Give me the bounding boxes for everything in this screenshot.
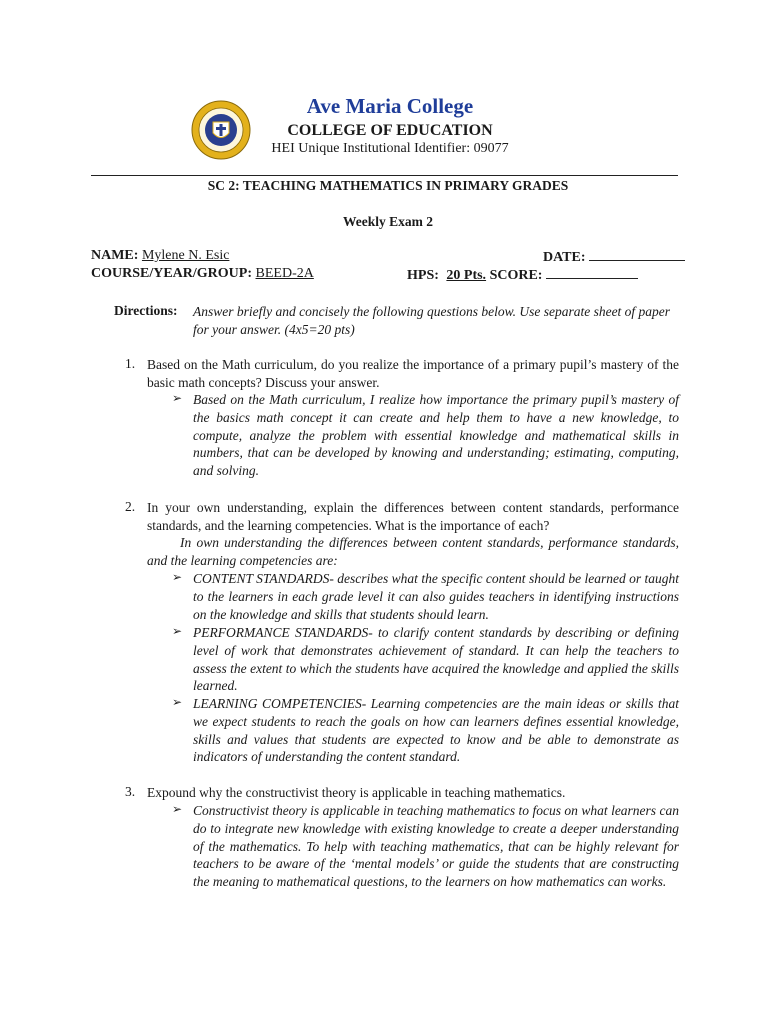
directions-label: Directions: xyxy=(114,303,178,318)
college-name: Ave Maria College xyxy=(306,94,474,118)
date-blank xyxy=(589,248,685,261)
question-2-answer-performance-standards: PERFORMANCE STANDARDS- to clarify content standards by describing or defining level of work that demonstrates achievement of standard. It can help the teachers to assess the extent to which the students have acquired the knowledge and applied the skills learned. xyxy=(193,625,679,694)
question-3-number: 3. xyxy=(125,784,136,799)
question-1-answer: Based on the Math curriculum, I realize how importance the primary pupil’s mastery of the basics math concept it can create and help them to have a new knowledge, to compute, analyze the problem with essential knowledge and mathematical skills in numbers, that can be developed by knowing and understanding; estimating, computing, and solving. xyxy=(193,392,679,479)
date-row xyxy=(543,248,685,266)
exam-title: Weekly Exam 2 xyxy=(343,214,433,229)
hps-value: 20 Pts. xyxy=(446,268,487,283)
question-1-text: Based on the Math curriculum, do you realize the importance of a primary pupil’s mastery of the basic math concepts? Discuss your answer. xyxy=(147,357,679,390)
question-3-answer: Constructivist theory is applicable in teaching mathematics to focus on what learners can do to integrate new knowledge with existing knowledge to create a deeper understanding of the mathematics. To help with teaching mathematics, that can be highly relevant for teachers to be aware of the ‘mental models’ or guide the students that are constructing the meaning to mathematical questions, to the learners on how mathematics can works. xyxy=(193,803,679,890)
name-row xyxy=(91,248,229,264)
score-row xyxy=(407,266,638,284)
date-label: DATE: xyxy=(543,250,586,265)
hps-label: HPS: xyxy=(407,268,439,283)
department-name: COLLEGE OF EDUCATION xyxy=(287,122,493,139)
question-2-answer-content-standards: CONTENT STANDARDS- describes what the specific content should be learned or taught to the learners in each grade level it can also guides teachers in identifying instructions on the knowledge and skills that students should learn. xyxy=(193,571,679,622)
arrow-bullet-icon: ➢ xyxy=(172,570,183,584)
score-blank xyxy=(546,266,638,279)
directions-text: Answer briefly and concisely the following questions below. Use separate sheet of paper for your answer. (4x5=20 pts) xyxy=(193,304,671,337)
question-2-answer-learning-competencies: LEARNING COMPETENCIES- Learning competencies are the main ideas or skills that we expect students to reach the goals on how can learners defines essential knowledge, skills and values that students are expected to know and be able to demonstrate as indicators of understanding the content standard. xyxy=(193,696,679,765)
name-value: Mylene N. Esic xyxy=(141,248,230,263)
question-1-number: 1. xyxy=(125,356,136,371)
document-header xyxy=(0,0,768,170)
arrow-bullet-icon: ➢ xyxy=(172,802,183,816)
institutional-identifier: HEI Unique Institutional Identifier: 09077 xyxy=(271,141,509,156)
course-row xyxy=(91,266,314,282)
course-title: SC 2: TEACHING MATHEMATICS IN PRIMARY GRADES xyxy=(207,178,569,193)
header-divider xyxy=(91,175,678,176)
question-2-number: 2. xyxy=(125,499,136,514)
name-label: NAME: xyxy=(91,248,139,263)
question-3-text: Expound why the constructivist theory is applicable in teaching mathematics. xyxy=(147,785,566,800)
question-2-intro: In own understanding the differences between content standards, performance standards, and the learning competencies are: xyxy=(147,535,679,568)
score-label: SCORE: xyxy=(489,268,543,283)
course-label: COURSE/YEAR/GROUP: xyxy=(91,266,253,281)
question-2-text: In your own understanding, explain the differences between content standards, performance standards, and the learning competencies. What is the importance of each? xyxy=(147,500,679,533)
arrow-bullet-icon: ➢ xyxy=(172,391,183,405)
course-value: BEED-2A xyxy=(255,266,314,281)
arrow-bullet-icon: ➢ xyxy=(172,695,183,709)
arrow-bullet-icon: ➢ xyxy=(172,624,183,638)
